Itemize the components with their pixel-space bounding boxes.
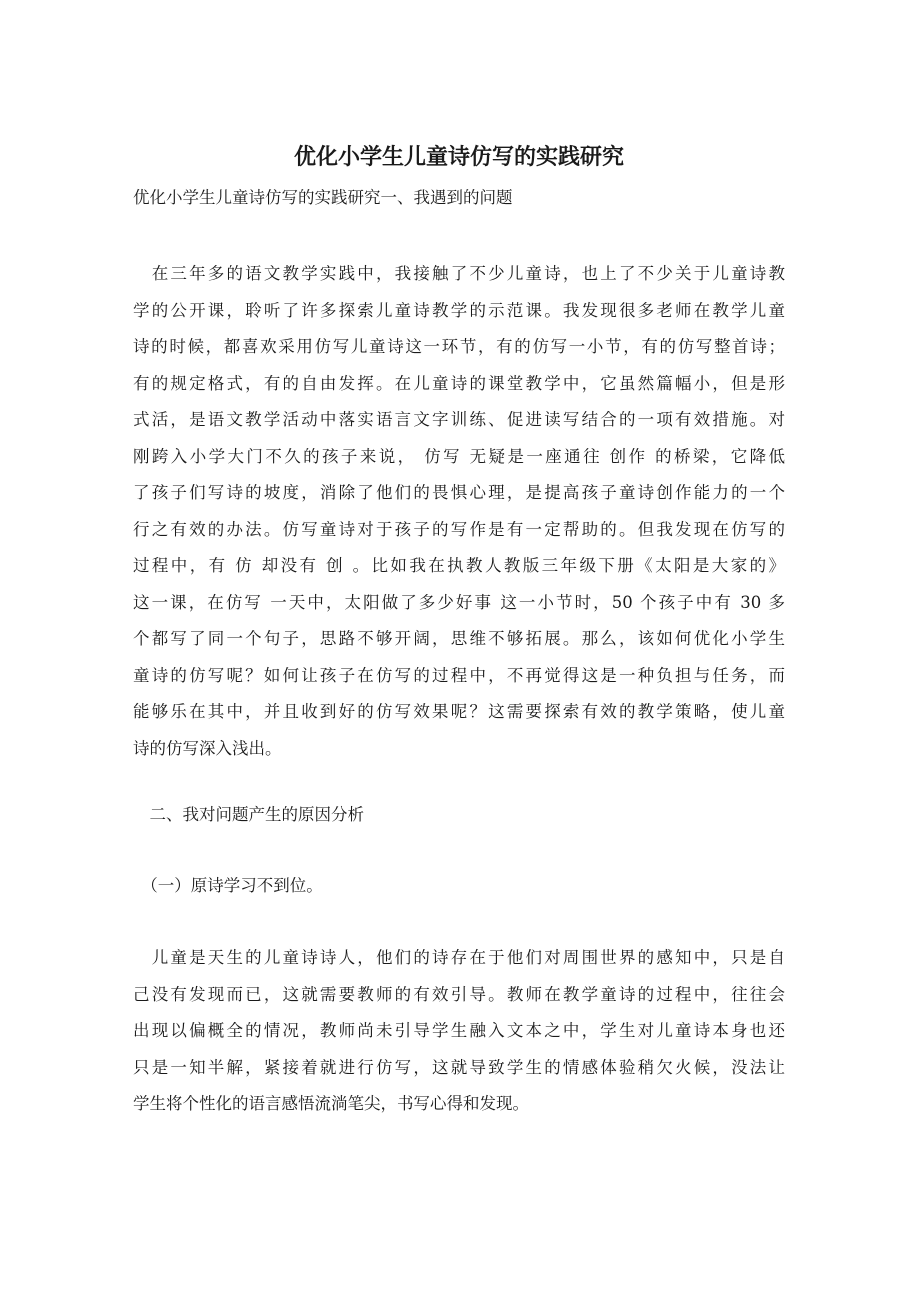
paragraph-line: 这一课，在仿写 一天中，太阳做了多少好事 这一小节时，50 个孩子中有 30 多 xyxy=(133,592,785,612)
paragraph-line: 过程中，有 仿 却没有 创 。比如我在执教人教版三年级下册《太阳是大家的》 xyxy=(133,556,785,575)
paragraph-line: 个都写了同一个句子，思路不够开阔，思维不够拓展。那么，该如何优化小学生 xyxy=(133,629,785,648)
paragraph-line: 童诗的仿写呢？如何让孩子在仿写的过程中，不再觉得这是一种负担与任务，而 xyxy=(133,665,785,685)
paragraph-line: 行之有效的办法。仿写童诗对于孩子的写作是有一定帮助的。但我发现在仿写的 xyxy=(133,519,785,539)
paragraph-line: 有的规定格式，有的自由发挥。在儿童诗的课堂教学中，它虽然篇幅小，但是形 xyxy=(133,373,785,393)
section-subtitle: 优化小学生儿童诗仿写的实践研究一、我遇到的问题 xyxy=(133,188,513,207)
paragraph-line: 式活，是语文教学活动中落实语言文字训练、促进读写结合的一项有效措施。对 xyxy=(133,410,785,429)
paragraph-line: 学的公开课，聆听了许多探索儿童诗教学的示范课。我发现很多老师在教学儿童 xyxy=(133,300,785,320)
paragraph-line: 在三年多的语文教学实践中，我接触了不少儿童诗，也上了不少关于儿童诗教 xyxy=(133,264,785,283)
paragraph-line: 能够乐在其中，并且收到好的仿写效果呢？这需要探索有效的教学策略，使儿童 xyxy=(133,702,785,721)
paragraph-line: 了孩子们写诗的坡度，消除了他们的畏惧心理，是提高孩子童诗创作能力的一个 xyxy=(133,483,785,502)
paragraph-line: 出现以偏概全的情况，教师尚未引导学生融入文本之中，学生对儿童诗本身也还 xyxy=(133,1021,785,1040)
paragraph-line: 刚跨入小学大门不久的孩子来说， 仿写 无疑是一座通往 创作 的桥梁，它降低 xyxy=(133,446,785,466)
paragraph-line: 学生将个性化的语言感悟流淌笔尖，书写心得和发现。 xyxy=(133,1094,529,1113)
section-heading-cause-analysis: 二、我对问题产生的原因分析 xyxy=(133,805,364,824)
paragraph-line: 儿童是天生的儿童诗诗人，他们的诗存在于他们对周围世界的感知中，只是自 xyxy=(133,948,785,967)
subsection-heading-original-poem-study: （一）原诗学习不到位。 xyxy=(133,876,323,895)
paragraph-cause-explanation xyxy=(133,940,785,1123)
paragraph-line: 诗的时候，都喜欢采用仿写儿童诗这一环节，有的仿写一小节，有的仿写整首诗； xyxy=(133,337,785,356)
paragraph-problem-description xyxy=(133,256,785,767)
paragraph-line: 诗的仿写深入浅出。 xyxy=(133,738,282,758)
document-title: 优化小学生儿童诗仿写的实践研究 xyxy=(293,144,624,170)
paragraph-line: 只是一知半解，紧接着就进行仿写，这就导致学生的情感体验稍欠火候，没法让 xyxy=(133,1057,785,1077)
paragraph-line: 己没有发现而已，这就需要教师的有效引导。教师在教学童诗的过程中，往往会 xyxy=(133,984,785,1004)
